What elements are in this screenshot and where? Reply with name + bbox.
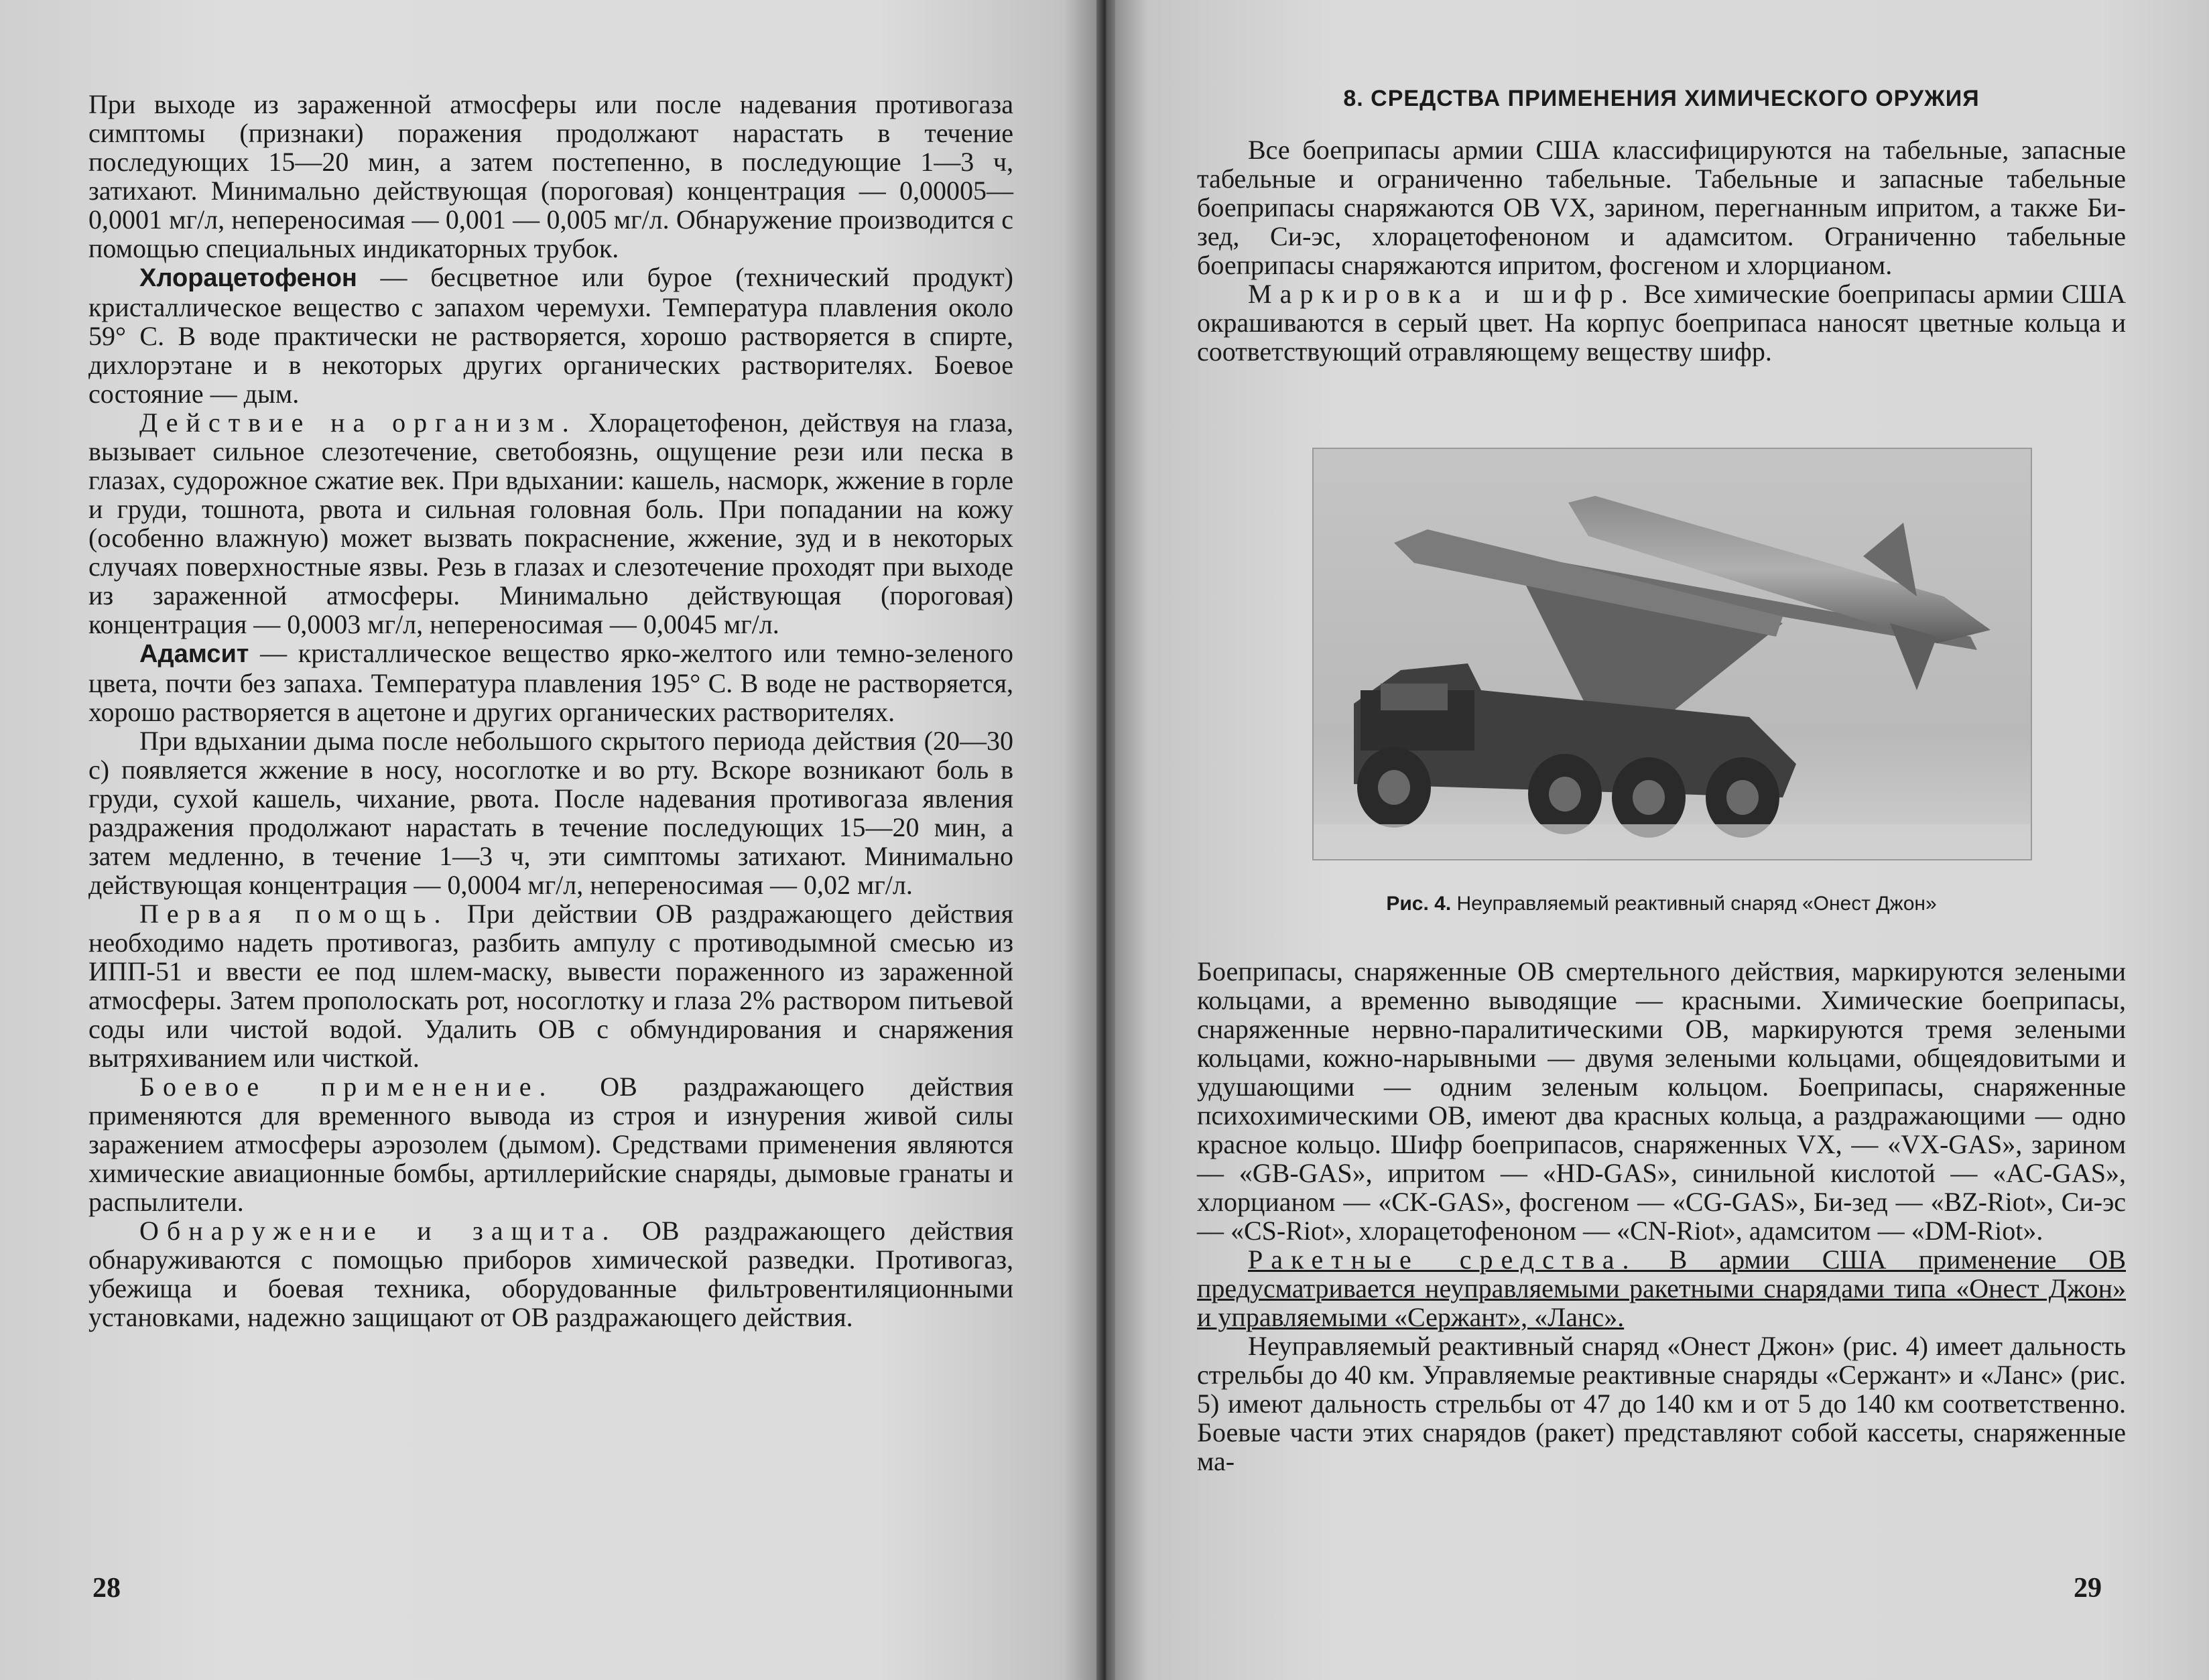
section-heading: 8. СРЕДСТВА ПРИМЕНЕНИЯ ХИМИЧЕСКОГО ОРУЖИЯ <box>1343 86 1980 111</box>
paragraph: Все боеприпасы армии США классифицируются на табельные, запасные табельные и ограниченно табельные. Табельные и запасные табельные боеприпасы снаряжаются ОВ VX, зарином, перегнанным ипритом, а также Би-зед, Си-эс, хлорацетофеноном и адамситом. Ограниченно табельные боеприпасы снаряжаются ипритом, фосгеном и хлорцианом. <box>1197 135 2126 280</box>
paragraph <box>88 639 1013 726</box>
spaced-heading: Первая помощь. <box>139 899 449 929</box>
term-heading: Адамсит <box>139 640 249 668</box>
left-page-text <box>88 90 1013 1332</box>
paragraph-text: При действии ОВ раздражающего действия необходимо надеть противогаз, разбить ампулу с противодымной смесью из ИПП-51 и ввести ее под шлем-маску, вывести пораженного из зараженной атмосферы. Затем прополоскать рот, носоглотку и глаза 2% раствором питьевой соды или чистой водой. Удалить ОВ с обмундирования и снаряжения вытряхиванием или чисткой. <box>88 899 1014 1073</box>
spaced-heading: Ракетные средства. <box>1248 1244 1637 1275</box>
spaced-heading: Действие на организм. <box>139 407 577 438</box>
paragraph-text: — кристаллическое вещество ярко-желтого или темно-зеленого цвета, почти без запаха. Температура плавления 195° С. В воде не растворяется, хорошо растворяется в ацетоне и других органических растворителях. <box>88 638 1013 727</box>
paragraph-text: ОВ раздражающего действия применяются для временного вывода из строя и изнурения живой силы заражением атмосферы аэрозолем (дымом). Средствами применения являются химические авиационные бомбы, артиллерийские снаряды, дымовые гранаты и распылители. <box>88 1072 1014 1217</box>
paragraph <box>1197 1245 2126 1332</box>
paragraph <box>1197 279 2126 366</box>
left-page <box>0 0 1096 1680</box>
rocket-launcher-photo <box>1312 448 2032 860</box>
right-page-text-top <box>1197 135 2126 366</box>
spaced-heading: Боевое применение. <box>139 1072 554 1102</box>
term-heading: Хлорацетофенон <box>139 264 357 292</box>
paragraph: Неуправляемый реактивный снаряд «Онест Джон» (рис. 4) имеет дальность стрельбы до 40 км. Управляемые реактивные снаряды «Сержант» и «Ланс» (рис. 5) имеют дальность стрельбы от 47 до 140 км и от 5 до 140 км соответственно. Боевые части этих снарядов (ракет) представляют собой кассеты, снаряженные ма- <box>1197 1331 2126 1476</box>
book-gutter <box>1096 0 1115 1680</box>
paragraph <box>88 1216 1013 1332</box>
figure-label: Рис. 4. <box>1386 893 1452 915</box>
paragraph <box>88 1072 1013 1216</box>
page-number: 28 <box>92 1573 121 1604</box>
page-number: 29 <box>2074 1573 2102 1604</box>
figure-caption <box>1197 893 2126 915</box>
ground <box>1314 824 2031 859</box>
paragraph-text: — бесцветное или бурое (технический продукт) кристаллическое вещество с запахом черемухи. Температура плавления около 59° С. В воде практически не растворяется, хорошо растворяется в спирте, дихлорэтане и в некоторых других органических растворителях. Боевое состояние — дым. <box>88 262 1013 409</box>
paragraph <box>88 899 1013 1072</box>
paragraph-text: Все химические боеприпасы армии США окрашиваются в серый цвет. На корпус боеприпаса наносят цветные кольца и соответствующий отравляющему веществу шифр. <box>1197 279 2126 367</box>
figure-caption-text: Неуправляемый реактивный снаряд «Онест Джон» <box>1456 893 1937 915</box>
spaced-heading: Обнаружение и защита. <box>139 1216 617 1246</box>
paragraph-text: В армии США применение ОВ предусматривается неуправляемыми ракетными снарядами типа «Онест Джон» и управляемыми «Сержант», «Ланс». <box>1197 1244 2126 1332</box>
paragraph-text: Хлорацетофенон, действуя на глаза, вызывает сильное слезотечение, светобоязнь, ощущение рези или песка в глазах, судорожное сжатие век. При вдыхании: кашель, насморк, жжение в горле и груди, тошнота, рвота и сильная головная боль. При попадании на кожу (особенно влажную) может вызвать покраснение, жжение, зуд и в некоторых случаях поверхностные язвы. Резь в глазах и слезотечение проходят при выходе из зараженной атмосферы. Минимально действующая (пороговая) концентрация — 0,0003 мг/л, непереносимая — 0,0045 мг/л. <box>88 407 1013 639</box>
paragraph: Боеприпасы, снаряженные ОВ смертельного действия, маркируются зелеными кольцами, а временно выводящие — красными. Химические боеприпасы, снаряженные нервно-паралитическими ОВ, маркируются тремя зелеными кольцами, кожно-нарывными — двумя зелеными кольцами, общеядовитыми и удушающими — одним зеленым кольцом. Боеприпасы, снаряженные психохимическими ОВ, имеют два красных кольца, а раздражающими — одно красное кольцо. Шифр боеприпасов, снаряженных VX, — «VX-GAS», зарином — «GB-GAS», ипритом — «HD-GAS», синильной кислотой — «AC-GAS», хлорцианом — «CK-GAS», фосгеном — «CG-GAS», Би-зед — «BZ-Riot», Си-эс — «CS-Riot», хлорацетофеноном — «CN-Riot», адамситом — «DM-Riot». <box>1197 956 2126 1246</box>
paragraph <box>88 408 1013 639</box>
spaced-heading: Маркировка и шифр. <box>1248 279 1636 309</box>
right-page-text-bottom <box>1197 957 2126 1476</box>
paragraph-text: ОВ раздражающего действия обнаруживаются с помощью приборов химической разведки. Противогаз, убежища и боевая техника, оборудованные фильтровентиляционными установками, надежно защищают от ОВ раздражающего действия. <box>88 1216 1013 1332</box>
paragraph: При выходе из зараженной атмосферы или после надевания противогаза симптомы (признаки) поражения продолжают нарастать в течение последующих 15—20 мин, а затем постепенно, в последующие 1—3 ч, затихают. Минимально действующая (пороговая) концентрация — 0,00005—0,0001 мг/л, непереносимая — 0,001 — 0,005 мг/л. Обнаружение производится с помощью специальных индикаторных трубок. <box>88 89 1013 263</box>
paragraph <box>88 263 1013 408</box>
paragraph: При вдыхании дыма после небольшого скрытого периода действия (20—30 с) появляется жжение в носу, носоглотке и во рту. Вскоре возникают боль в груди, сухой кашель, чихание, рвота. После надевания противогаза явления раздражения продолжают нарастать в течение последующих 15—20 мин, а затем медленно, в течение 1—3 ч, эти симптомы затихают. Минимально действующая концентрация — 0,0004 мг/л, непереносимая — 0,02 мг/л. <box>88 726 1013 900</box>
